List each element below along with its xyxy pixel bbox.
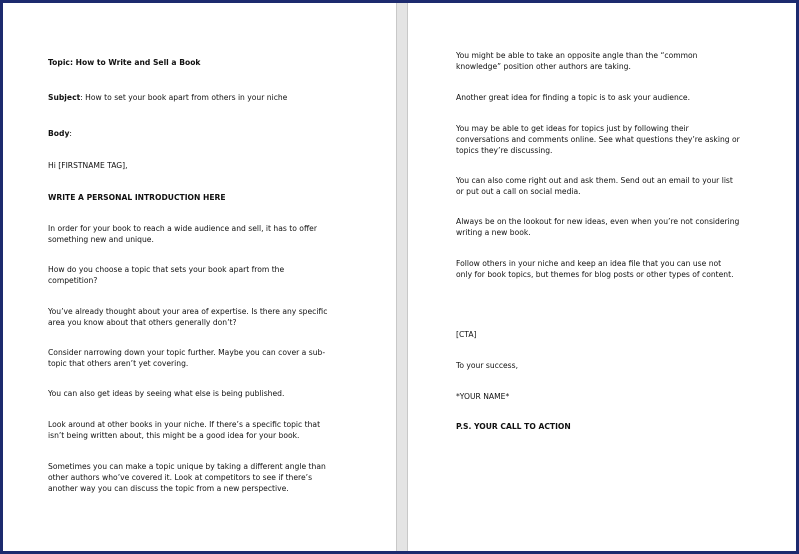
page-gutter bbox=[396, 3, 408, 551]
right-paragraph-6: Follow others in your niche and keep an idea file that you can use not only for book topics, but themes for blog posts or other types of content. bbox=[456, 259, 734, 279]
body-label: Body bbox=[48, 129, 70, 138]
left-paragraph-4: Consider narrowing down your topic further. Maybe you can cover a sub- topic that others aren’t yet covering. bbox=[48, 348, 326, 368]
right-page bbox=[408, 3, 796, 551]
right-paragraph-5: Always be on the lookout for new ideas, even when you’re not considering writing a new book. bbox=[456, 217, 740, 237]
body-line bbox=[48, 128, 358, 139]
left-page bbox=[3, 3, 396, 551]
left-paragraph-1: In order for your book to reach a wide audience and sell, it has to offer something new and unique. bbox=[48, 224, 317, 244]
closing-line: To your success, bbox=[456, 361, 519, 370]
subject-value: : How to set your book apart from others in your niche bbox=[80, 93, 288, 102]
topic-label: Topic bbox=[48, 58, 70, 67]
subject-line bbox=[48, 92, 358, 103]
signature-name: *YOUR NAME* bbox=[456, 392, 510, 401]
left-paragraph-2: How do you choose a topic that sets your book apart from the competition? bbox=[48, 265, 285, 285]
left-paragraph-3: You’ve already thought about your area of expertise. Is there any specific area you know about that others generally don’t? bbox=[48, 307, 328, 327]
left-paragraph-6: Look around at other books in your niche. If there’s a specific topic that isn’t being written about, this might be a good idea for your book. bbox=[48, 420, 321, 440]
topic-line bbox=[48, 57, 358, 68]
cta-placeholder: [CTA] bbox=[456, 330, 477, 339]
right-paragraph-3: You may be able to get ideas for topics just by following their conversations and comments online. See what questions they’re asking or topics they’re discussing. bbox=[456, 124, 740, 155]
right-paragraph-4: You can also come right out and ask them. Send out an email to your list or put out a call on social media. bbox=[456, 176, 733, 196]
left-paragraph-5: You can also get ideas by seeing what else is being published. bbox=[48, 389, 285, 398]
body-colon: : bbox=[69, 129, 72, 138]
intro-heading: WRITE A PERSONAL INTRODUCTION HERE bbox=[48, 193, 226, 202]
topic-value: : How to Write and Sell a Book bbox=[69, 58, 201, 67]
right-paragraph-1: You might be able to take an opposite angle than the “common knowledge” position other authors are taking. bbox=[456, 51, 698, 71]
greeting: Hi [FIRSTNAME TAG], bbox=[48, 161, 128, 170]
subject-label: Subject bbox=[48, 93, 81, 102]
ps-call-to-action: P.S. YOUR CALL TO ACTION bbox=[456, 422, 571, 431]
left-paragraph-7: Sometimes you can make a topic unique by taking a different angle than other authors who’ve covered it. Look at competitors to see if there’s another way you can discuss the topic from a new perspective. bbox=[48, 462, 326, 493]
right-paragraph-2: Another great idea for finding a topic is to ask your audience. bbox=[456, 93, 691, 102]
